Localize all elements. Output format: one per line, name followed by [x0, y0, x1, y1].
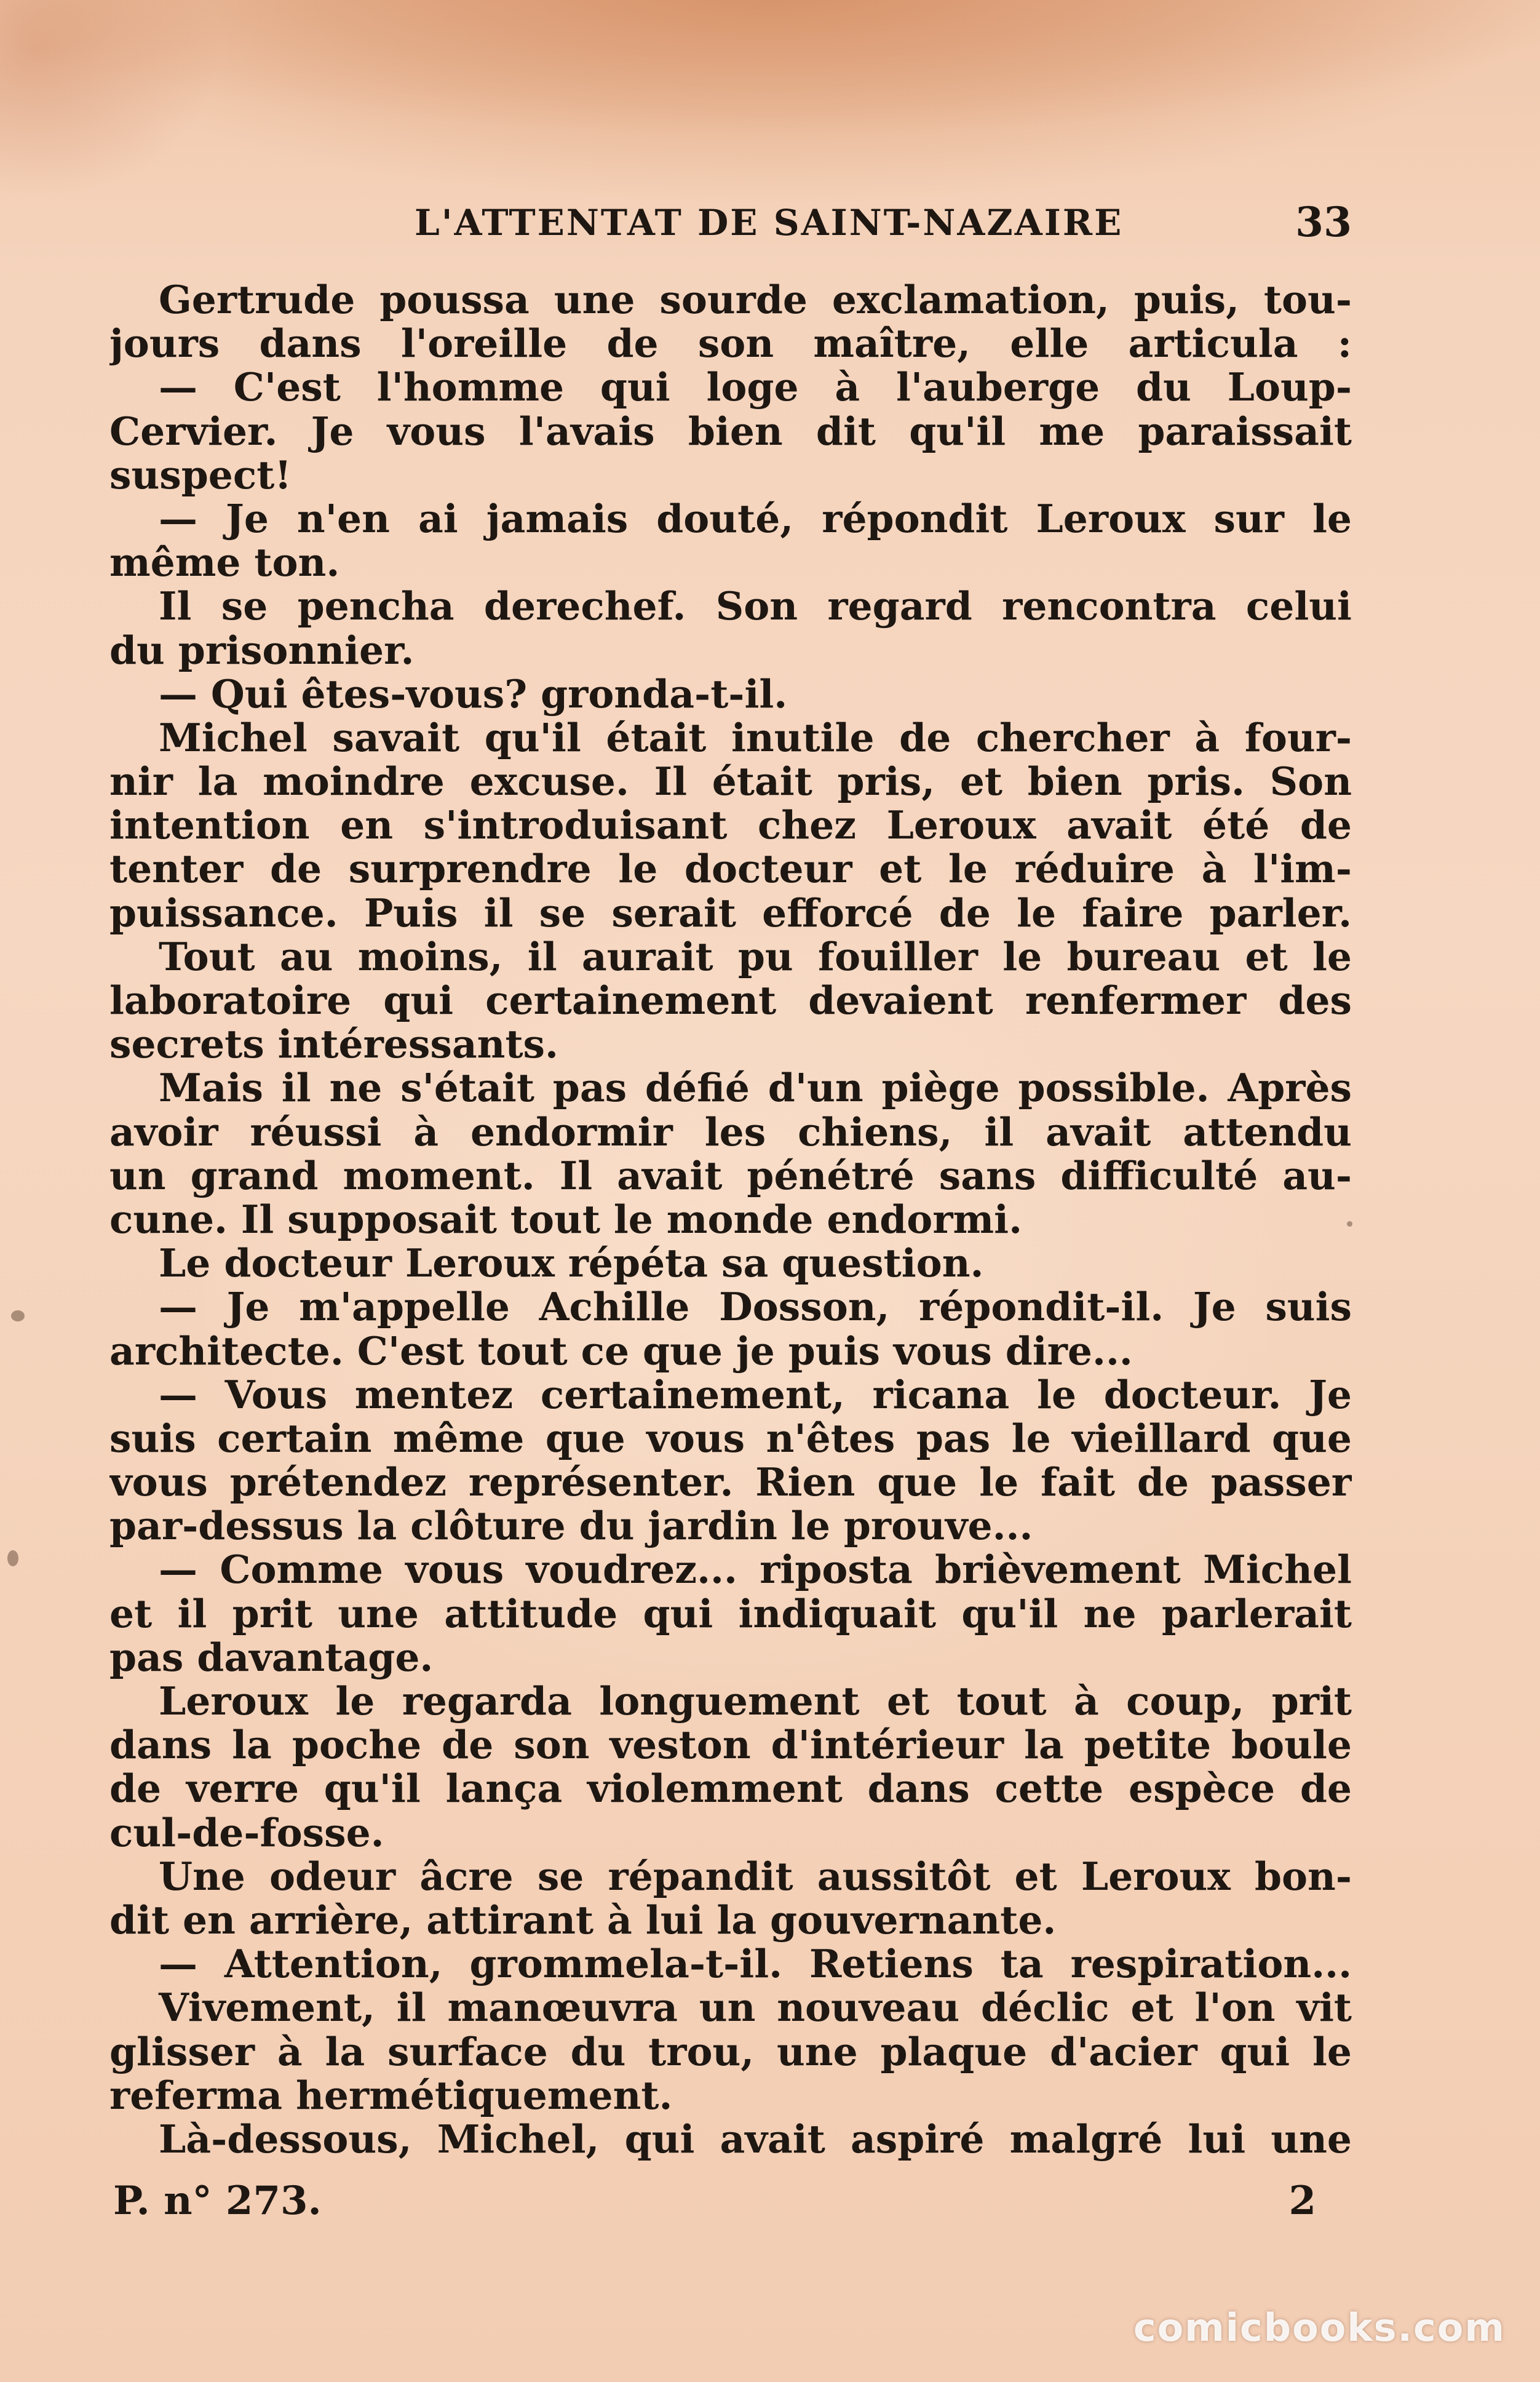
text-line: jours dans l'oreille de son maître, elle articula : — [109, 322, 1352, 366]
text-line: intention en s'introduisant chez Leroux avait été de — [109, 803, 1352, 848]
body-text — [109, 278, 1352, 2161]
text-line: Tout au moins, il aurait pu fouiller le bureau et le — [159, 934, 1352, 979]
text-line: Cervier. Je vous l'avais bien dit qu'il me paraissait — [109, 409, 1352, 453]
text-line: de verre qu'il lança violemment dans cette espèce de — [109, 1767, 1352, 1811]
text-line: — Qui êtes-vous? gronda-t-il. — [159, 672, 788, 716]
paper-speck — [7, 1550, 18, 1566]
text-line: architecte. C'est tout ce que je puis vous dire... — [109, 1329, 1133, 1373]
text-line: — Je m'appelle Achille Dosson, répondit-il. Je suis — [159, 1285, 1352, 1329]
text-line: Vivement, il manœuvra un nouveau déclic et l'on vit — [159, 1986, 1352, 2030]
text-line: — Vous mentez certainement, ricana le docteur. Je — [159, 1372, 1352, 1417]
printer-signature: P. n° 273. — [113, 2178, 322, 2224]
text-line: nir la moindre excuse. Il était pris, et bien pris. Son — [109, 760, 1352, 804]
paper-speck — [11, 1310, 25, 1321]
text-line: laboratoire qui certainement devaient renfermer des — [109, 979, 1352, 1023]
text-line: glisser à la surface du trou, une plaque d'acier qui le — [109, 2029, 1352, 2074]
text-line: Gertrude poussa une sourde exclamation, puis, tou- — [159, 278, 1352, 322]
text-line: Il se pencha derechef. Son regard rencontra celui — [159, 584, 1352, 629]
text-line: vous prétendez représenter. Rien que le fait de passer — [109, 1460, 1352, 1505]
text-line: dans la poche de son veston d'intérieur la petite boule — [109, 1723, 1352, 1767]
text-line: avoir réussi à endormir les chiens, il avait attendu — [109, 1110, 1352, 1154]
text-line: cune. Il supposait tout le monde endormi. — [109, 1197, 1023, 1242]
text-line: — Attention, grommela-t-il. Retiens ta respiration... — [159, 1942, 1352, 1986]
page-number: 33 — [1295, 198, 1352, 246]
text-line: Michel savait qu'il était inutile de chercher à four- — [159, 715, 1352, 760]
text-line: cul-de-fosse. — [109, 1810, 384, 1855]
text-line: puissance. Puis il se serait efforcé de le faire parler. — [109, 891, 1352, 935]
text-line: — Comme vous voudrez... riposta brièvement Michel — [159, 1548, 1352, 1592]
sheet-number: 2 — [1288, 2178, 1316, 2224]
text-line: par-dessus la clôture du jardin le prouve... — [109, 1504, 1033, 1548]
text-line: tenter de surprendre le docteur et le réduire à l'im- — [109, 847, 1352, 891]
text-line: Là-dessous, Michel, qui avait aspiré malgré lui une — [159, 2117, 1352, 2162]
text-line: Une odeur âcre se répandit aussitôt et Leroux bon- — [159, 1854, 1352, 1898]
running-title: L'ATTENTAT DE SAINT-NAZAIRE — [415, 202, 1124, 244]
text-line: Le docteur Leroux répéta sa question. — [159, 1241, 984, 1286]
text-line: Leroux le regarda longuement et tout à coup, prit — [159, 1679, 1352, 1724]
text-line: — C'est l'homme qui loge à l'auberge du Loup- — [159, 365, 1352, 410]
text-line: du prisonnier. — [109, 628, 415, 672]
text-line: et il prit une attitude qui indiquait qu'il ne parlerait — [109, 1591, 1352, 1636]
page-footer — [109, 2178, 1352, 2233]
text-line: Mais il ne s'était pas défié d'un piège possible. Après — [159, 1066, 1352, 1110]
text-line: suis certain même que vous n'êtes pas le vieillard que — [109, 1416, 1352, 1461]
page-header — [109, 198, 1352, 251]
text-line: — Je n'en ai jamais douté, répondit Leroux sur le — [159, 496, 1352, 541]
text-line: secrets intéressants. — [109, 1022, 558, 1067]
text-line: suspect! — [109, 453, 292, 497]
text-line: un grand moment. Il avait pénétré sans difficulté au- — [109, 1153, 1352, 1198]
paper-stain — [0, 0, 1540, 197]
text-line: referma hermétiquement. — [109, 2073, 673, 2117]
text-line: dit en arrière, attirant à lui la gouvernante. — [109, 1898, 1057, 1943]
watermark: comicbooks.com — [1133, 2305, 1506, 2350]
text-line: pas davantage. — [109, 1635, 434, 1679]
text-line: même ton. — [109, 541, 340, 585]
